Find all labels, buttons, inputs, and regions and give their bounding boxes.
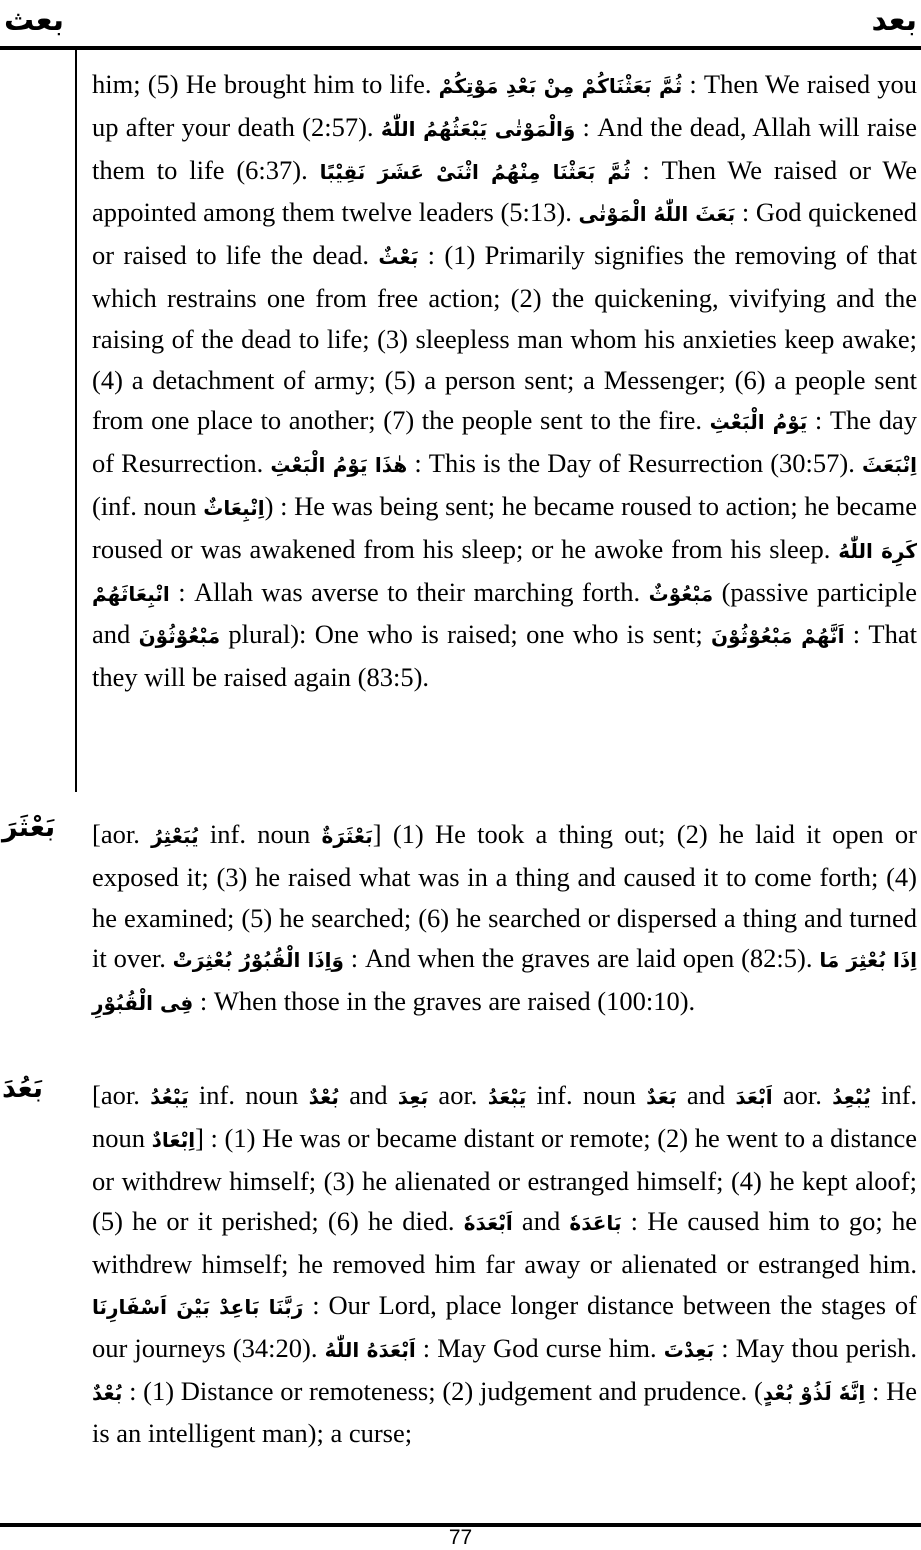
arabic-phrase: بَاعَدَهٗ (569, 1211, 622, 1236)
entry-text: (passive participle and (92, 576, 917, 650)
entry-text: : And the dead, Allah will raise them to life (6:37). (92, 111, 917, 185)
entry-text: : When those in the graves are raised (100:10). (193, 986, 696, 1017)
arabic-phrase: بُعْدٌ (308, 1085, 339, 1109)
entry-headword: بَعْثَرَ (2, 812, 56, 843)
arabic-phrase: كَرِهَ اللّٰهُ انْبِعَاثَهُمْ (92, 538, 917, 606)
arabic-phrase: اَبْعَدَ (735, 1085, 773, 1109)
header-left-word: بعث (4, 3, 64, 38)
entry-text: ) : He was being sent; he became roused to action; he became roused or was awakened from his sleep; or he awoke from his sleep. (92, 490, 917, 564)
header-right-word: بعد (871, 3, 917, 38)
entry-text: : God quickened or raised to life the dead. (92, 197, 917, 271)
entry-text: : He is an intelligent man); a curse; (92, 1375, 917, 1449)
entry-text: and (338, 1080, 398, 1110)
entry-text: ] (1) He took a thing out; (2) he laid it open or exposed it; (3) he raised what was in a thing and caused it to come forth; (4) he examined; (5) he searched; (6) he searched or dispersed a thing and turned it over. (92, 819, 917, 974)
entry-text: : Then We raised or We appointed among them twelve leaders (5:13). (92, 154, 917, 228)
entry-text: : May God curse him. (415, 1332, 664, 1363)
entry-text: and (676, 1080, 736, 1110)
arabic-phrase: اِنَّهٗ لَذُوْ بُعْدٍ (762, 1380, 866, 1405)
entry-text: him; (5) He brought him to life. (92, 69, 439, 99)
margin-line (75, 50, 77, 792)
entry-body (92, 814, 917, 1024)
entry-text: : Then We raised you up after your death (2:57). (92, 69, 917, 142)
arabic-phrase: بَعِدْتَ (663, 1337, 715, 1362)
arabic-phrase: يَبْعَدُ (487, 1085, 527, 1109)
arabic-phrase: اِنْبَعَثَ (861, 453, 917, 478)
arabic-phrase: اِنْبِعَاثٌ (203, 495, 265, 520)
arabic-phrase: يَوْمُ الْبَعْثِ (709, 410, 808, 435)
page-number: 77 (448, 1526, 473, 1549)
arabic-phrase: رَبَّنَا بَاعِدْ بَيْنَ اَسْفَارِنَا (92, 1294, 304, 1319)
entry-text: : He caused him to go; he withdrew himself; he removed him far away or alienated or estranged him. (92, 1206, 917, 1280)
entry-text: : (1) Distance or remoteness; (2) judgement and prudence. ( (122, 1375, 763, 1406)
entry-text: inf. noun (188, 1080, 309, 1110)
entry-text: : This is the Day of Resurrection (30:57). (407, 448, 862, 479)
entry-text: : (1) Primarily signifies the removing of that which restrains one from free action; (2) the quickening, vivifying and the raising of the dead to life; (3) sleepless man whom his anxieties keep awake; (4) a detachment of army; (5) a person sent; a Messenger; (6) a people sent from one place to another; (7) the people sent to the fire. (92, 240, 917, 436)
arabic-phrase: اِذَا بُعْثِرَ مَا فِى الْقُبُوْرِ (92, 948, 917, 1016)
arabic-phrase: بَعْثٌ (378, 245, 419, 270)
header-rule (0, 46, 921, 50)
entry-text: inf. noun (198, 819, 322, 849)
entry-headword: بَعُدَ (2, 1073, 43, 1104)
arabic-phrase: اَنَّهُمْ مَبْعُوْثُوْنَ (711, 624, 845, 649)
entry-text: ] : (1) He was or became distant or remote; (2) he went to a distance or withdrew himself; (3) he alienated or estranged himself; (4) he kept aloof; (5) he or it perished; (6) he died. (92, 1122, 918, 1237)
arabic-phrase: بَعْثَرَةٌ (321, 824, 373, 848)
arabic-phrase: بَعَدٌ (646, 1085, 677, 1109)
entry-text: inf. noun (92, 1080, 918, 1153)
entry-text: : That they will be raised again (83:5). (92, 619, 917, 693)
arabic-phrase: مَبْعُوْثُوْنَ (138, 624, 221, 649)
entry-body (92, 1075, 917, 1454)
arabic-phrase: بَعَثَ اللّٰهُ الْمَوْتٰى (578, 202, 736, 227)
arabic-phrase: وَاِذَا الْقُبُوْرُ بُعْثِرَتْ (172, 948, 344, 973)
entry-text: : The day of Resurrection. (92, 405, 918, 479)
entry-text: aor. (428, 1080, 488, 1110)
entry-text: plural): One who is raised; one who is sent; (220, 619, 712, 650)
arabic-phrase: بُعْدٌ (92, 1380, 123, 1405)
arabic-phrase: وَالْمَوْتٰى يَبْعَثُهُمُ اللّٰهُ (380, 116, 576, 141)
entry-text: aor. (772, 1080, 833, 1110)
arabic-phrase: ثُمَّ بَعَثْنَا مِنْهُمُ اثْنَىْ عَشَرَ نَقِيْبًا (319, 159, 631, 184)
entry-text: : Our Lord, place longer distance between the stages of our journeys (34:20). (92, 1289, 917, 1363)
arabic-phrase: اَبْعَدَهُ اللّٰهُ (324, 1337, 416, 1362)
entry-text: inf. noun (526, 1080, 647, 1110)
arabic-phrase: يُبْعِدُ (832, 1085, 871, 1109)
entry-text: : And when the graves are laid open (82:5). (343, 943, 820, 974)
arabic-phrase: يَبْعُدُ (150, 1085, 189, 1109)
arabic-phrase: بَعِدَ (397, 1085, 429, 1109)
entry-text: [aor. (92, 1080, 151, 1110)
entry-text: : Allah was averse to their marching forth. (169, 576, 649, 607)
entry-text: (inf. noun (92, 490, 204, 521)
entry-text: : May thou perish. (714, 1332, 918, 1363)
arabic-phrase: اَبْعَدَهٗ (463, 1211, 513, 1236)
arabic-phrase: مَبْعُوْثٌ (648, 581, 714, 606)
entry-text: and (512, 1206, 570, 1237)
arabic-phrase: يُبَعْثِرُ (151, 824, 199, 848)
entry-text: [aor. (92, 819, 152, 849)
arabic-phrase: هٰذَا يَوْمُ الْبَعْثِ (270, 453, 408, 478)
arabic-phrase: ثُمَّ بَعَثْنَاكُمْ مِنْ بَعْدِ مَوْتِكُمْ (438, 74, 683, 98)
arabic-phrase: اِبْعَادٌ (151, 1127, 196, 1152)
entry-body (92, 64, 917, 698)
